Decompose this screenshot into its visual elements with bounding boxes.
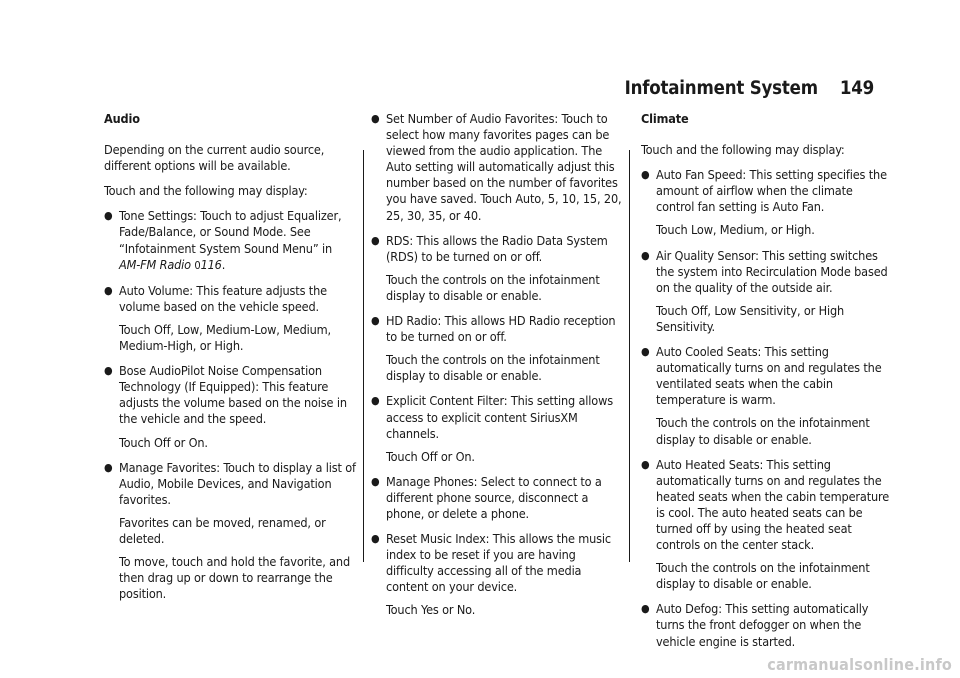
climate-intro: Touch and the following may display: — [641, 142, 845, 158]
item-subtext: Touch Off, Low Sensitivity, or High Sensitivity. — [656, 302, 845, 334]
column-divider-2 — [629, 150, 630, 562]
item-subtext: Touch Off or On. — [386, 448, 475, 464]
column-audio — [104, 111, 356, 611]
section-title: Infotainment System — [624, 78, 818, 99]
item-subtext: Touch the controls on the infotainment display to disable or enable. — [656, 560, 870, 592]
item-subtext: Touch the controls on the infotainment display to disable or enable. — [656, 415, 870, 447]
list-item-audio-favorites-count — [371, 111, 623, 224]
audio-intro-2: Touch and the following may display: — [104, 183, 308, 199]
item-text: Manage Favorites: Touch to display a list of Audio, Mobile Devices, and Navigation favorites. — [119, 459, 356, 507]
item-text: Air Quality Sensor: This setting switches the system into Recirculation Mode based on the quality of the outside air. — [656, 247, 888, 295]
item-subtext: Touch Yes or No. — [386, 602, 476, 618]
list-item-reset-music-index — [371, 531, 623, 618]
bullet-icon: ● — [371, 233, 380, 247]
item-subtext: Favorites can be moved, renamed, or deleted. — [119, 514, 326, 546]
list-item-auto-defog — [641, 601, 893, 649]
item-text: Auto Volume: This feature adjusts the volume based on the vehicle speed. — [119, 282, 327, 314]
item-text: Explicit Content Filter: This setting allows access to explicit content SiriusXM channels. — [386, 393, 613, 441]
bullet-icon: ● — [641, 345, 650, 359]
audio-intro-1: Depending on the current audio source, different options will be available. — [104, 142, 325, 174]
item-text: RDS: This allows the Radio Data System (RDS) to be turned on or off. — [386, 232, 608, 264]
list-item-manage-favorites — [104, 460, 356, 603]
bullet-icon: ● — [371, 394, 380, 408]
watermark: carmanualsonline.info — [767, 655, 952, 674]
list-item-auto-heated-seats — [641, 457, 893, 593]
page-arrow-icon: 0 — [194, 258, 201, 272]
bullet-icon: ● — [641, 457, 650, 471]
column-divider-1 — [363, 150, 364, 562]
item-text: Manage Phones: Select to connect to a different phone source, disconnect a phone, or delete a phone. — [386, 473, 602, 521]
cross-reference-link[interactable]: AM-FM Radio 0116 — [119, 256, 222, 272]
list-item-manage-phones — [371, 474, 623, 522]
bullet-icon: ● — [371, 532, 380, 546]
bullet-icon: ● — [104, 209, 113, 223]
bullet-icon: ● — [641, 602, 650, 616]
item-subtext: Touch Off or On. — [119, 434, 208, 450]
list-item-air-quality-sensor — [641, 248, 893, 335]
item-subtext: Touch Low, Medium, or High. — [656, 222, 815, 238]
item-text: Reset Music Index: This allows the music index to be reset if you are having difficulty accessing all of the media content on your device. — [386, 531, 611, 595]
column-climate — [641, 111, 893, 659]
page-header — [625, 78, 874, 99]
column-audio-continued — [371, 111, 623, 628]
list-item-hd-radio — [371, 313, 623, 384]
list-item-bose-audiopilot — [104, 363, 356, 450]
list-item-tone-settings: ● Tone Settings: Touch to adjust Equalizer, Fade/Balance, or Sound Mode. See “Infotainment System Sound Menu” in AM-FM Radio 0116. — [104, 208, 342, 272]
bullet-icon: ● — [104, 460, 113, 474]
bullet-icon: ● — [371, 314, 380, 328]
item-text: Auto Fan Speed: This setting specifies the amount of airflow when the climate control fan setting is Auto Fan. — [656, 167, 887, 215]
bullet-icon: ● — [641, 248, 650, 262]
bullet-icon: ● — [371, 474, 380, 488]
page-number: 149 — [839, 78, 874, 99]
item-text: Auto Heated Seats: This setting automatically turns on and regulates the heated seats when the cabin temperature is cool. The auto heated seats can be turned off by using the heated seat controls on the center stack. — [656, 456, 890, 553]
list-item-auto-volume — [104, 283, 356, 354]
item-text: Auto Cooled Seats: This setting automatically turns on and regulates the ventilated seats when the cabin temperature is warm. — [656, 344, 882, 408]
item-text: HD Radio: This allows HD Radio reception to be turned on or off. — [386, 313, 616, 345]
bullet-icon: ● — [104, 283, 113, 297]
item-text: Set Number of Audio Favorites: Touch to select how many favorites pages can be viewed from the audio application. The Auto setting will automatically adjust this number based on the number of favorites you have saved. Touch Auto, 5, 10, 15, 20, 25, 30, 35, or 40. — [386, 111, 622, 223]
item-subtext: Touch the controls on the infotainment display to disable or enable. — [386, 271, 600, 303]
item-text: Tone Settings: Touch to adjust Equalizer, Fade/Balance, or Sound Mode. See “Infotainment System Sound Menu” in — [119, 208, 342, 256]
item-subtext: Touch the controls on the infotainment display to disable or enable. — [386, 352, 600, 384]
item-subtext: Touch Off, Low, Medium-Low, Medium, Medium-High, or High. — [119, 321, 332, 354]
list-item-auto-fan-speed — [641, 167, 893, 238]
heading-audio: Audio — [104, 111, 140, 126]
list-item-auto-cooled-seats — [641, 344, 893, 448]
list-item-explicit-filter — [371, 393, 623, 464]
item-text: Auto Defog: This setting automatically turns the front defogger on when the vehicle engine is started. — [656, 601, 869, 649]
item-text: Bose AudioPilot Noise Compensation Technology (If Equipped): This feature adjusts the volume based on the noise in the vehicle and the speed. — [119, 363, 347, 427]
bullet-icon: ● — [104, 364, 113, 378]
item-subtext: To move, touch and hold the favorite, and then drag up or down to rearrange the position. — [119, 554, 351, 602]
list-item-rds — [371, 233, 623, 304]
bullet-icon: ● — [371, 112, 380, 125]
heading-climate: Climate — [641, 111, 689, 126]
bullet-icon: ● — [641, 168, 650, 182]
